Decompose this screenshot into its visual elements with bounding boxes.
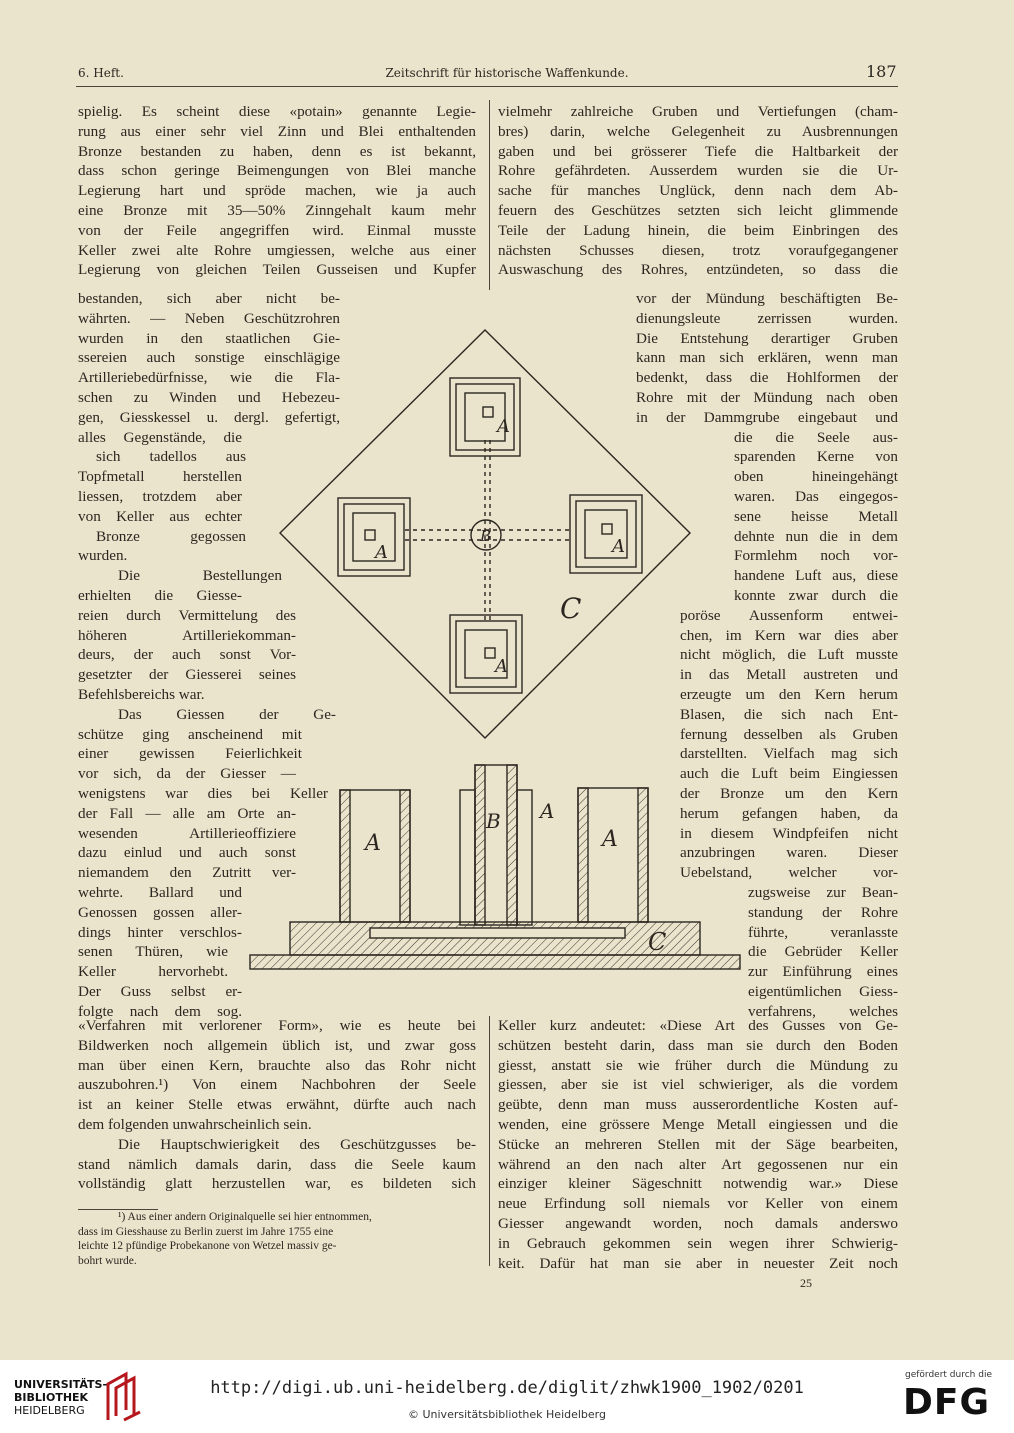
text-line: Uebelstand, welcher vor- [680,864,898,882]
text-line: während an den nach alter Art gegossenen nur ein [498,1155,898,1173]
text-line: niemandem den Zutritt ver- [78,864,296,882]
text-line: die die Seele aus- [734,428,898,446]
text-line: Genossen gossen aller- [78,903,242,921]
text-line: feuern des Geschützes setzten sich leicht glimmende [498,201,898,219]
elevation-left-mould [340,790,410,922]
text-line: alles Gegenstände, die [78,428,242,446]
ground-layer [250,922,740,969]
text-line: sich tadellos aus [96,448,246,466]
text-line: Keller hervorhebt. [78,963,228,981]
text-line: Formlehm noch vor- [734,547,898,565]
text-line: gesetzter der Giesserei seines [78,666,296,684]
digitization-footer [0,1360,1014,1433]
text-line: vielmehr zahlreiche Gruben und Vertiefungen (cham- [498,103,898,120]
text-line: Rohre gefährdeten. Ausserdem wurden sie die Ur- [498,162,898,180]
text-line: wurden. [78,547,128,565]
text-line: nächsten Schusses diesen, trotz voraufgegangener [498,241,898,259]
text-line: folgte nach dem sog. [78,1002,242,1020]
text-line: gen, Giesskessel u. dergl. gefertigt, [78,408,340,426]
text-line: der Bronze um den Kern [680,784,898,802]
text-line: schen zu Winden und Hebezeu- [78,388,340,406]
label-a-left: A [375,542,388,563]
text-line: darstellten. Vielfach mag sich [680,745,898,763]
left-column-bottom [78,1016,476,1194]
text-line: ssereien auch sonstige einschlägige [78,349,340,367]
text-line: liessen, trotzdem aber [78,487,242,505]
footnote-line: ¹) Aus einer andern Originalquelle sei hier entnommen, [118,1211,372,1223]
text-line: in diesem Windpfeifen nicht [680,824,898,842]
text-line: Rohre mit der Mündung nach oben [636,388,898,406]
text-line: giessen, aber sie ist viel schwieriger, als die vordem [498,1076,898,1094]
text-line: dem folgenden unwahrscheinlich sein. [78,1115,312,1133]
text-line: konnte zwar durch die [734,586,898,604]
text-line: höheren Artilleriekomman- [78,626,296,644]
running-head-issue: 6. Heft. [78,66,124,80]
text-line: wehrte. Ballard und [78,883,242,901]
text-line: vor der Mündung beschäftigten Be- [636,290,898,307]
text-line: chen, im Kern war dies aber [680,626,898,644]
text-line: waren. Das eingegos- [734,487,898,505]
text-line: Das Giessen der Ge- [118,705,336,723]
text-line: wesenden Artillerieoffiziere [78,824,296,842]
text-line: fernung desselben als Gruben [680,725,898,743]
signature-mark: 25 [800,1276,812,1290]
text-line: Auswaschung des Rohres, entzündeten, so dass die [498,261,898,279]
text-line: Bronze bestanden zu haben, denn es ist bekannt, [78,142,476,160]
text-line: Stücke an mehreren Stellen mit der Säge bearbeiten, [498,1135,898,1153]
label-c-elev: C [648,928,667,956]
text-line: von der Feile angegriffen wird. Einmal musste [78,221,476,239]
text-line: Teile der Ladung hinein, die beim Einbringen des [498,221,898,239]
text-line: bestanden, sich aber nicht be- [78,290,340,307]
text-line: keit. Dafür hat man sie aber in neuester Zeit noch [498,1254,898,1272]
mould-bottom [450,615,522,693]
text-line: Die Entstehung derartiger Gruben [636,329,898,347]
text-line: vollständig glatt herzustellen war, es bildeten sich [78,1175,476,1193]
label-b-circle: B [480,527,492,545]
text-line: eine Bronze mit 35—50% Zinngehalt kaum mehr [78,201,476,219]
text-line: stand nämlich damals darin, dass die Seele kaum [78,1155,476,1173]
text-line: deurs, der auch sonst Vor- [78,646,296,664]
text-line: einer gewissen Feierlichkeit [78,745,302,763]
elevation-center-mould [460,765,532,925]
text-line: Die Hauptschwierigkeit des Geschützgusses be- [118,1135,476,1153]
text-line: handene Luft aus, diese [734,567,898,585]
text-line: dings hinter verschlos- [78,923,242,941]
text-line: schütze ging anscheinend mit [78,725,302,743]
footnote-line: bohrt wurde. [78,1254,137,1267]
label-b-elev: B [486,809,501,833]
text-line: schützen besteht darin, dass man sie durch den Boden [498,1036,898,1054]
label-a-elev-left: A [365,831,381,856]
copyright: © Universitätsbibliothek Heidelberg [407,1408,606,1421]
footnote-line: leichte 12 pfündige Probekanone von Wetzel massiv ge- [78,1240,337,1252]
label-a-right: A [612,536,625,557]
text-line: auch die Luft beim Eingiessen [680,765,898,783]
text-line: Legierung von gleichen Teilen Gusseisen und Kupfer [78,261,476,279]
text-line: Keller kurz andeutet: «Diese Art des Gusses von Ge- [498,1017,898,1034]
elevation-right-mould [578,788,648,922]
text-line: dazu einlud und auch sonst [78,844,296,862]
text-line: sene heisse Metall [734,507,898,525]
text-line: sache für manches Unglück, denn nach dem Ab- [498,182,898,200]
footnote [78,1210,478,1268]
text-line: spielig. Es scheint diese «potain» genannte Legie- [78,103,476,120]
text-line: währten. — Neben Geschützrohren [78,309,340,327]
text-line: giesst, anstatt sie wie früher durch die Mündung zu [498,1056,898,1074]
label-c-plan: C [560,592,582,625]
text-line: von Keller aus echter [78,507,242,525]
page-number: 187 [866,62,897,81]
text-line: in das Metall austreten und [680,666,898,684]
text-line: einziger kleiner Sägeschnitt notwendig war.» Diese [498,1175,898,1193]
text-line: «Verfahren mit verlorener Form», wie es heute bei [78,1017,476,1034]
label-a-bottom: A [495,656,508,677]
text-line: verfahrens, welches [748,1002,898,1020]
text-line: dass schon geringe Beimengungen von Blei manche [78,162,476,180]
text-line: Die Bestellungen [118,567,282,585]
text-line: Artilleriebedürfnisse, wie die Fla- [78,369,340,387]
text-line: Der Guss selbst er- [78,982,242,1000]
label-a-elev-center: A [540,799,555,823]
running-head-title: Zeitschrift für historische Waffenkunde. [385,66,629,80]
text-line: erzeugte um den Kern herum [680,685,898,703]
text-line: bedenkt, dass die Hohlformen der [636,369,898,387]
text-line: Bildwerken noch allgemein üblich ist, und zwar goss [78,1036,476,1054]
label-a-elev-right: A [602,827,618,852]
text-line: ist an keiner Stelle etwas erwähnt, dürfte auch nach [78,1096,476,1114]
text-line: erhielten die Giesse- [78,586,242,604]
text-line: der Fall — alle am Orte an- [78,804,296,822]
text-line: dehnte nun die in dem [734,527,898,545]
text-line: Topfmetall herstellen [78,468,242,486]
text-line: wenden, eine grössere Menge Metall eingiessen und die [498,1115,898,1133]
text-line: anzubringen waren. Dieser [680,844,898,862]
text-line: zur Einführung eines [748,963,898,981]
text-line: nicht möglich, die Luft musste [680,646,898,664]
mould-left [338,498,410,576]
column-divider-bottom [489,1016,490,1266]
text-line: poröse Aussenform entwei- [680,606,898,624]
text-line: führte, veranlasste [748,923,898,941]
text-line: vor sich, da der Giesser — [78,765,296,783]
text-line: senen Thüren, wie [78,943,228,961]
text-line: geübte, denn man muss ausserordentliche Kosten auf- [498,1096,898,1114]
text-line: oben hineingehängt [734,468,898,486]
text-line: herum gefangen haben, da [680,804,898,822]
text-line: gaben und bei grösserer Tiefe die Haltbarkeit der [498,142,898,160]
text-line: Befehlsbereichs war. [78,685,205,703]
library-logo: UNIVERSITÄTS- BIBLIOTHEK HEIDELBERG [14,1378,108,1417]
text-line: wenigstens war dies bei Keller [78,784,328,802]
text-line: reien durch Vermittelung des [78,606,296,624]
text-line: Giesser angewandt worden, noch damals anderswo [498,1214,898,1232]
text-line: auszubohren.¹) Von einem Nachbohren der Seele [78,1076,476,1094]
text-line: dienungsleute zerrissen wurden. [636,309,898,327]
permalink-url[interactable]: http://digi.ub.uni-heidelberg.de/diglit/zhwk1900_1902/0201 [210,1378,804,1398]
text-line: eigentümlichen Giess- [748,982,898,1000]
text-line: sparenden Kerne von [734,448,898,466]
text-line: Bronze gegossen [96,527,246,545]
text-line: Keller zwei alte Rohre umgiessen, welche aus einer [78,241,476,259]
text-line: wurden in den staatlichen Gie- [78,329,340,347]
text-line: bres) darin, welche Gelegenheit zu Ausbrennungen [498,122,898,140]
text-line: man über einen Kern, brauchte also das Rohr nicht [78,1056,476,1074]
dfg-logo: DFG [903,1382,991,1423]
text-line: standung der Rohre [748,903,898,921]
mould-right [570,495,642,573]
funded-by: gefördert durch die [905,1370,992,1380]
footnote-line: dass im Giesshause zu Berlin zuerst im Jahre 1755 eine [78,1225,334,1238]
text-line: in Gebrauch gekommen sein wegen ihrer Schwierig- [498,1234,898,1252]
text-line: rung aus einer sehr viel Zinn und Blei enthaltenden [78,122,476,140]
text-line: zugsweise zur Bean- [748,883,898,901]
text-line: neue Erfindung soll niemals vor Keller von einem [498,1195,898,1213]
text-line: kann man sich erklären, wenn man [636,349,898,367]
label-a-top: A [497,416,510,437]
text-line: die Gebrüder Keller [748,943,898,961]
text-line: Legierung hart und spröde machen, wie ja auch [78,182,476,200]
text-line: Blasen, die sich nach Ent- [680,705,898,723]
text-line: in der Dammgrube eingebaut und [636,408,898,426]
right-column-bottom [498,1016,898,1273]
